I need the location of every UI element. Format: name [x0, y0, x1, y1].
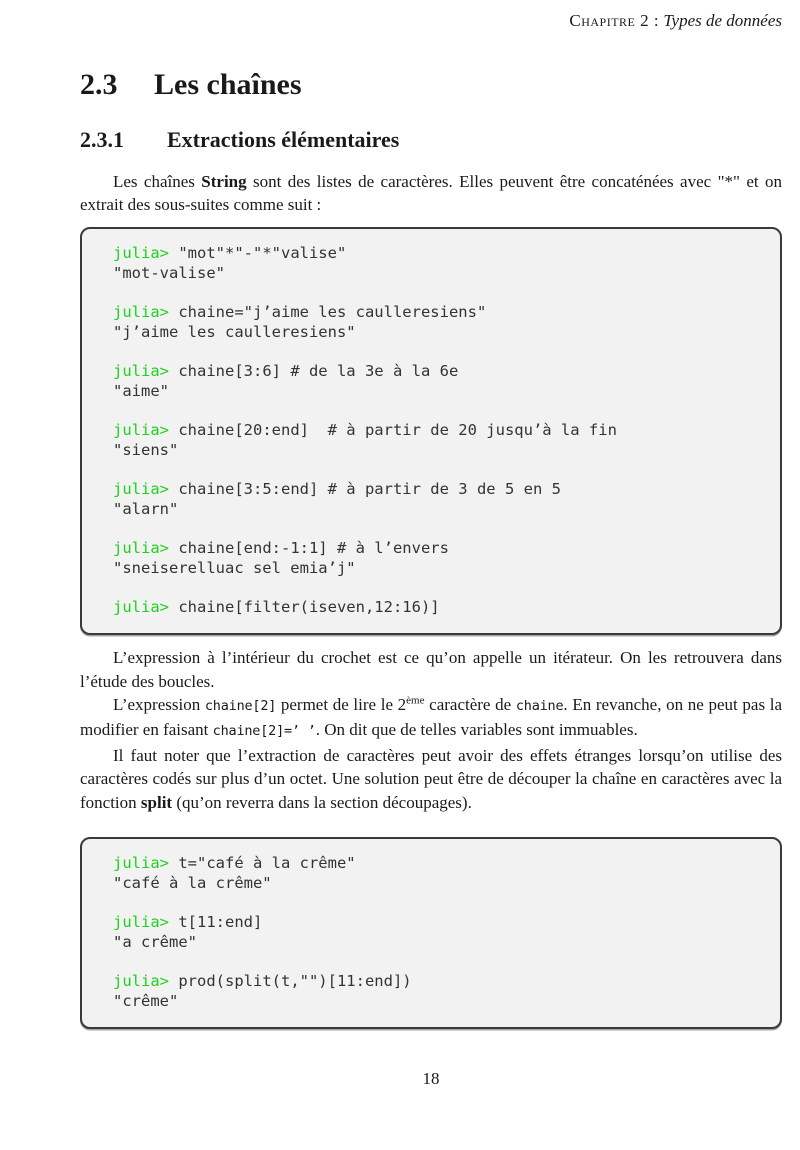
split-keyword: split: [140, 792, 173, 812]
section-number: 2.3: [80, 68, 118, 101]
page-number: 18: [422, 1068, 440, 1088]
immutability-text-4: . En revanche, on ne peut pas la modifier en faisant: [80, 694, 782, 740]
page-footer: [80, 1069, 782, 1089]
split-text-1: Il faut noter que l’extraction de caractères peut avoir des effets étranges lorsqu’on utilise des caractères codés sur plus d’un octet. Une solution peut être de découper la chaîne en caractères avec la fonction: [80, 745, 782, 812]
julia-code-block-2: [80, 837, 782, 1029]
section-heading: [80, 68, 782, 102]
intro-text-1: Les chaînes: [113, 172, 202, 191]
code-line: [113, 953, 772, 973]
code-line: [113, 461, 772, 481]
julia-code-block-1: [80, 227, 782, 635]
code-line: "café à la crême": [113, 873, 272, 892]
code-line: julia> chaine[20:end] # à partir de 20 jusqu’à la fin: [113, 421, 617, 440]
code-line: julia> t[11:end]: [113, 913, 263, 932]
chapter-title: Types de données: [663, 11, 782, 30]
code-line: "alarn": [113, 499, 179, 518]
inline-code-assignment: chaine[2]=’ ’: [212, 723, 316, 740]
julia-prompt: julia>: [113, 421, 169, 440]
code-line: [113, 893, 772, 913]
chapter-label: Chapitre 2 :: [569, 11, 660, 30]
julia-prompt: julia>: [113, 362, 169, 381]
immutability-text-1: L’expression: [113, 694, 205, 714]
inline-code-chaine-2: chaine[2]: [204, 697, 277, 714]
split-text-2: (qu’on reverra dans la section découpages).: [172, 792, 472, 812]
immutability-text-3: caractère de: [424, 694, 516, 714]
code-line: "mot-valise": [113, 263, 225, 282]
immutability-text-2: permet de lire le 2: [276, 694, 407, 714]
julia-prompt: julia>: [113, 972, 169, 991]
code-line: julia> chaine[3:5:end] # à partir de 3 de 5 en 5: [113, 480, 561, 499]
code-line: julia> t="café à la crême": [113, 854, 356, 873]
julia-prompt: julia>: [113, 913, 169, 932]
immutability-text-5: . On dit que de telles variables sont immuables.: [315, 720, 638, 740]
julia-prompt: julia>: [113, 243, 169, 262]
code-line: "siens": [113, 440, 179, 459]
iterator-text: L’expression à l’intérieur du crochet est ce qu’on appelle un itérateur. On les retrouvera dans l’étude des boucles.: [80, 648, 782, 691]
iterator-paragraph: [80, 646, 782, 693]
code-line: [113, 520, 772, 540]
code-line: julia> chaine[end:-1:1] # à l’envers: [113, 539, 449, 558]
code-line: [113, 283, 772, 303]
body-paragraphs: [80, 646, 782, 814]
subsection-number: 2.3.1: [80, 127, 124, 152]
julia-prompt: julia>: [113, 480, 169, 499]
julia-prompt: julia>: [113, 854, 169, 873]
code-line: julia> chaine[3:6] # de la 3e à la 6e: [113, 362, 459, 381]
code-line: [113, 401, 772, 421]
section-title: Les chaînes: [154, 68, 302, 101]
subsection-title: Extractions élémentaires: [167, 127, 400, 152]
ordinal-superscript: ème: [406, 694, 425, 707]
subsection-heading: [80, 126, 782, 154]
immutability-paragraph: [80, 693, 782, 744]
julia-prompt: julia>: [113, 539, 169, 558]
code-line: "a crême": [113, 932, 197, 951]
code-line: julia> chaine[filter(iseven,12:16)]: [113, 598, 440, 617]
code-line: "crême": [113, 991, 179, 1010]
code-line: julia> prod(split(t,"")[11:end]): [113, 972, 412, 991]
page-content: [80, 10, 782, 1089]
code-line: julia> chaine="j’aime les caulleresiens": [113, 302, 487, 321]
code-line: "aime": [113, 381, 169, 400]
running-head: [80, 10, 782, 32]
code-line: julia> "mot"*"-"*"valise": [113, 243, 347, 262]
intro-paragraph: [80, 170, 782, 217]
code-line: [113, 342, 772, 362]
julia-prompt: julia>: [113, 598, 169, 617]
inline-code-chaine: chaine: [515, 697, 564, 714]
code-line: "sneiserelluac sel emia’j": [113, 559, 356, 578]
code-line: "j’aime les caulleresiens": [113, 322, 356, 341]
string-keyword: String: [201, 172, 247, 191]
split-paragraph: [80, 744, 782, 814]
code-line: [113, 579, 772, 599]
julia-prompt: julia>: [113, 302, 169, 321]
intro-text-2: sont des listes de caractères. Elles peuvent être concaténées avec "*" et on extrait des sous-suites comme suit :: [80, 172, 782, 215]
